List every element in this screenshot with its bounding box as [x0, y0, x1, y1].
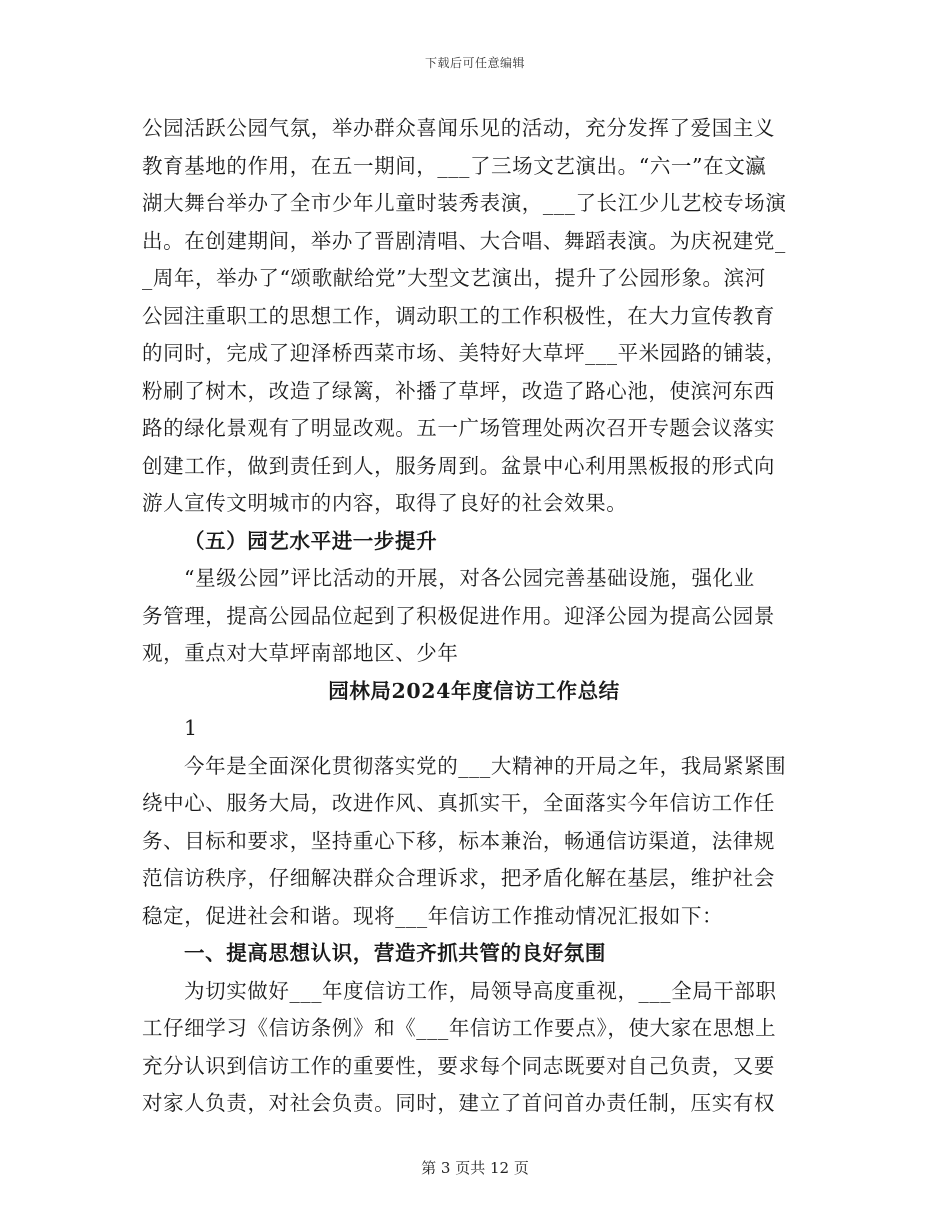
paragraph-line: _周年，举办了“颂歌献给党”大型文艺演出，提升了公园形象。滨河 [142, 266, 766, 290]
paragraph-line: 今年是全面深化贯彻落实党的___大精神的开局之年，我局紧紧围 [184, 753, 787, 778]
paragraph-line: 湖大舞台举办了全市少年儿童时装秀表演，___了长江少儿艺校专场演 [142, 191, 787, 215]
paragraph-line: 出。在创建期间，举办了晋剧清唱、大合唱、舞蹈表演。为庆祝建党_ [142, 228, 786, 253]
paragraph-line: 充分认识到信访工作的重要性，要求每个同志既要对自己负责，又要 [142, 1053, 775, 1078]
paragraph-line: 路的绿化景观有了明显改观。五一广场管理处两次召开专题会议落实 [142, 416, 775, 440]
paragraph-line: 教育基地的作用，在五一期间，___了三场文艺演出。“六一”在文瀛 [142, 153, 767, 178]
paragraph-line: 1 [184, 716, 198, 740]
paragraph-line: 务、目标和要求，坚持重心下移，标本兼治，畅通信访渠道，法律规 [142, 828, 775, 853]
paragraph-line: 对家人负责，对社会负责。同时，建立了首问首办责任制，压实有权 [142, 1091, 775, 1115]
paragraph-line: 为切实做好___年度信访工作，局领导高度重视，___全局干部职 [184, 978, 777, 1003]
page-header: 下载后可任意编辑 [424, 56, 525, 70]
paragraph-line: 范信访秩序，仔细解决群众合理诉求，把矛盾化解在基层，维护社会 [142, 866, 775, 890]
paragraph-line: 工仔细学习《信访条例》和《___年信访工作要点》，使大家在思想上 [142, 1016, 777, 1040]
paragraph-line: 游人宣传文明城市的内容，取得了良好的社会效果。 [142, 491, 628, 515]
paragraph-line: 粉刷了树木，改造了绿篱，补播了草坪，改造了路心池，使滨河东西 [142, 378, 775, 403]
paragraph-line: 稳定，促进社会和谐。现将___年信访工作推动情况汇报如下： [142, 903, 724, 928]
paragraph-line: 公园活跃公园气氛，举办群众喜闻乐见的活动，充分发挥了爱国主义 [142, 116, 775, 140]
paragraph-line: 绕中心、服务大局，改进作风、真抓实干，全面落实今年信访工作任 [142, 791, 775, 815]
document-body [142, 110, 806, 1123]
section-heading: （五）园艺水平进一步提升 [184, 528, 438, 553]
document-title: 园林局2024年度信访工作总结 [328, 678, 620, 703]
section-heading: 一、提高思想认识，营造齐抓共管的良好氛围 [184, 941, 606, 965]
page-footer: 第 3 页共 12 页 [421, 1159, 529, 1177]
paragraph-line: “星级公园”评比活动的开展，对各公园完善基础设施，强化业 [184, 566, 755, 590]
paragraph-line: 务管理，提高公园品位起到了积极促进作用。迎泽公园为提高公园景 [142, 603, 775, 628]
paragraph-line: 公园注重职工的思想工作，调动职工的工作积极性，在大力宣传教育 [142, 303, 775, 328]
paragraph-line: 创建工作，做到责任到人，服务周到。盆景中心利用黑板报的形式向 [142, 453, 775, 478]
paragraph-line: 观，重点对大草坪南部地区、少年 [142, 641, 459, 665]
paragraph-line: 的同时，完成了迎泽桥西菜市场、美特好大草坪___平米园路的铺装， [142, 341, 787, 365]
